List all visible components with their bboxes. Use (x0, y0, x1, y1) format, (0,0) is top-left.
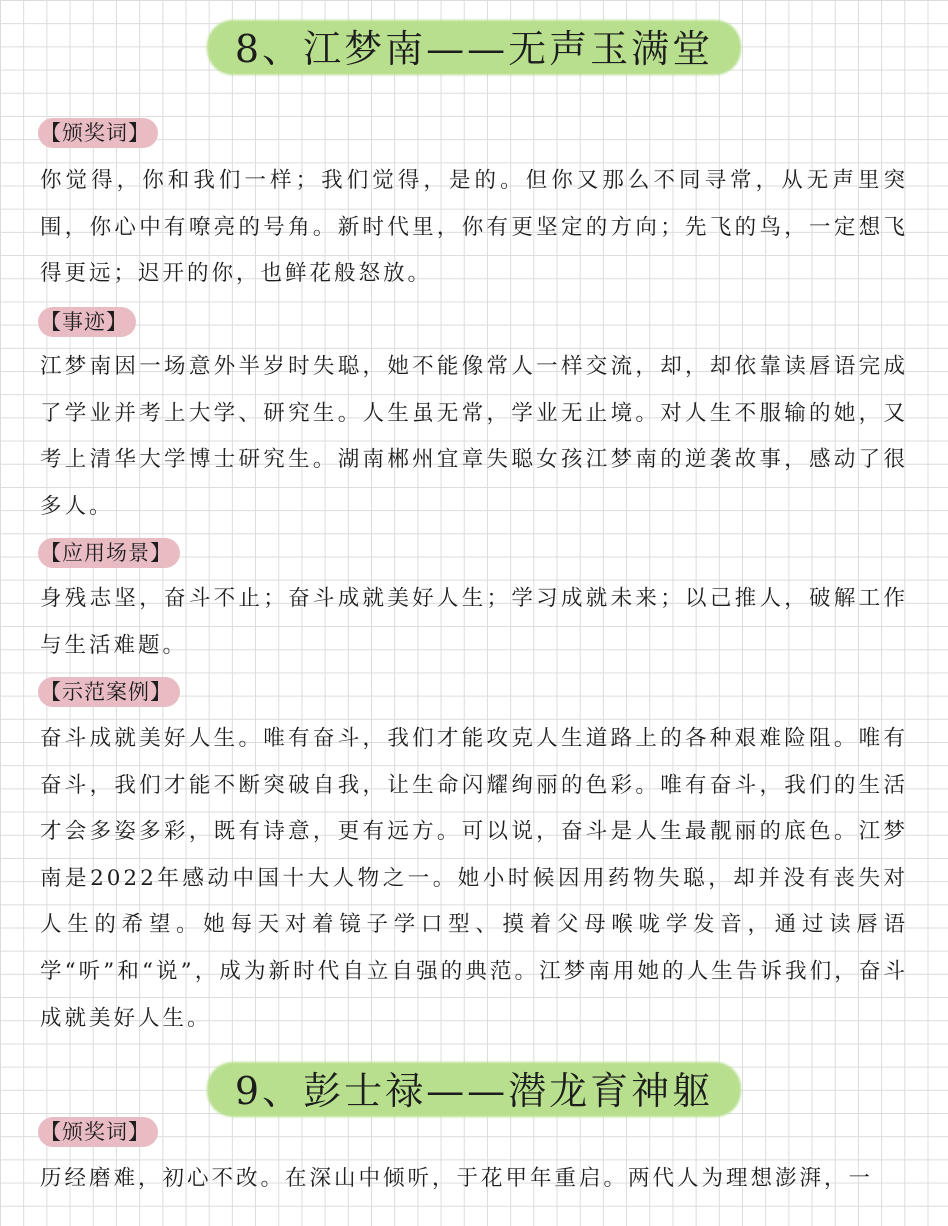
example-label-8: 【示范案例】 (38, 677, 180, 707)
story-label-8: 【事迹】 (38, 307, 136, 337)
example-text-8: 奋斗成就美好人生。唯有奋斗，我们才能攻克人生道路上的各种艰难险阻。唯有奋斗，我们才能不断突破自我，让生命闪耀绚丽的色彩。唯有奋斗，我们的生活才会多姿多彩，既有诗意，更有远方。可以说，奋斗是人生最靓丽的底色。江梦南是2022年感动中国十大人物之一。她小时候因用药物失聪，却并没有丧失对人生的希望。她每天对着镜子学口型、摸着父母喉咙学发音，通过读唇语学“听”和“说”，成为新时代自立自强的典范。江梦南用她的人生告诉我们，奋斗成就美好人生。 (40, 726, 908, 1031)
section-8-heading-wrap (0, 14, 948, 77)
award-text-8: 你觉得，你和我们一样；我们觉得，是的。但你又那么不同寻常，从无声里突围，你心中有嘹亮的号角。新时代里，你有更坚定的方向；先飞的鸟，一定想飞得更远；迟开的你，也鲜花般怒放。 (40, 168, 908, 287)
award-label-9: 【颁奖词】 (38, 1117, 158, 1147)
section-8-title: 8、江梦南——无声玉满堂 (207, 14, 741, 77)
award-label-8: 【颁奖词】 (38, 118, 158, 148)
section-9-heading-wrap (0, 1056, 948, 1119)
section-9-title: 9、彭士禄——潜龙育神躯 (207, 1056, 741, 1119)
award-text-9: 历经磨难，初心不改。在深山中倾听，于花甲年重启。两代人为理想澎湃，一 (40, 1166, 874, 1191)
usage-label-8: 【应用场景】 (38, 538, 180, 568)
usage-text-8: 身残志坚，奋斗不止；奋斗成就美好人生；学习成就未来；以己推人，破解工作与生活难题。 (40, 586, 908, 658)
story-text-8: 江梦南因一场意外半岁时失聪，她不能像常人一样交流，却，却依靠读唇语完成了学业并考上大学、研究生。人生虽无常，学业无止境。对人生不服输的她，又考上清华大学博士研究生。湖南郴州宜章失聪女孩江梦南的逆袭故事，感动了很多人。 (40, 354, 908, 519)
